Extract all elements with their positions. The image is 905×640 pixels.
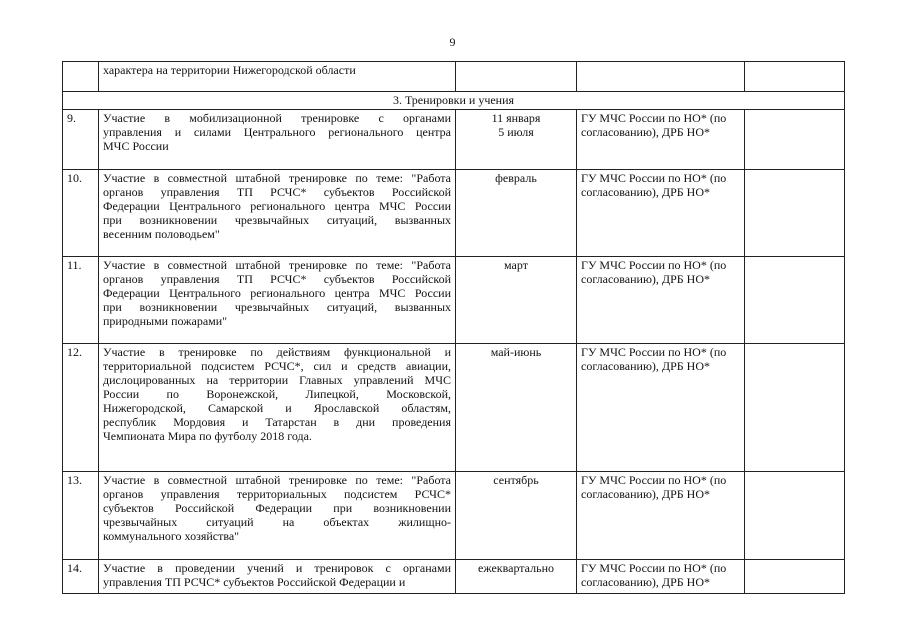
row-number: 13. <box>63 472 99 560</box>
description-line: коммунального хозяйства" <box>103 529 240 543</box>
description-line: МЧС России <box>103 139 169 153</box>
row-date <box>456 560 577 594</box>
row-responsible: ГУ МЧС России по НО* (по согласованию), ДРБ НО* <box>577 170 745 257</box>
description-line: Участие в проведении учений и тренировок с органами <box>103 561 451 575</box>
date-line: 5 июля <box>498 125 534 139</box>
description-line: Участие в совместной штабной тренировке по теме: "Работа <box>103 258 451 272</box>
description-line: России по Воронежской, Липецкой, Московской, <box>103 387 451 401</box>
row-description <box>99 110 456 170</box>
description-line: органов управления ТП РСЧС* субъектов Российской <box>103 272 451 286</box>
row-note-cell <box>745 472 845 560</box>
date-line: сентябрь <box>493 473 539 487</box>
row-description <box>99 560 456 594</box>
description-line: управления и силами Центрального регионального центра <box>103 125 451 139</box>
table-row <box>63 170 845 257</box>
row-responsible: ГУ МЧС России по НО* (по согласованию), ДРБ НО* <box>577 110 745 170</box>
row-responsible: ГУ МЧС России по НО* (по согласованию), ДРБ НО* <box>577 472 745 560</box>
row-number: 11. <box>63 257 99 344</box>
row-number-cell <box>63 62 99 92</box>
row-note-cell <box>745 344 845 472</box>
row-number: 14. <box>63 560 99 594</box>
table-row <box>63 344 845 472</box>
row-description <box>99 344 456 472</box>
row-date <box>456 110 577 170</box>
table-row <box>63 472 845 560</box>
row-responsible: ГУ МЧС России по НО* (по согласованию), ДРБ НО* <box>577 257 745 344</box>
row-date <box>456 344 577 472</box>
description-line: управления ТП РСЧС* субъектов Российской Федерации и <box>103 575 406 589</box>
description-line: при возникновении чрезвычайных ситуаций, вызванных <box>103 300 451 314</box>
description-line: природными пожарами" <box>103 314 228 328</box>
description-line: Нижегородской, Самарской и Ярославской областям, <box>103 401 451 415</box>
description-line: органов управления ТП РСЧС* субъектов Российской <box>103 185 451 199</box>
section-title: 3. Тренировки и учения <box>63 92 845 110</box>
row-note-cell <box>745 257 845 344</box>
description-line: чрезвычайных ситуаций на объектах жилищно- <box>103 515 451 529</box>
row-number: 9. <box>63 110 99 170</box>
row-note-cell <box>745 560 845 594</box>
row-note-cell <box>745 62 845 92</box>
description-line: республик Мордовия и Татарстан в дни проведения <box>103 415 451 429</box>
date-line: май-июнь <box>490 345 542 359</box>
date-line: март <box>504 258 528 272</box>
table-row <box>63 560 845 594</box>
row-date <box>456 170 577 257</box>
description-line: Чемпионата Мира по футболу 2018 года. <box>103 429 312 443</box>
description-line: дислоцированных на территории Главных управлений МЧС <box>103 373 451 387</box>
description-line: Федерации Центрального регионального центра МЧС России <box>103 199 451 213</box>
row-responsible-cell <box>577 62 745 92</box>
table-row <box>63 110 845 170</box>
row-description <box>99 472 456 560</box>
description-line: Участие в совместной штабной тренировке по теме: "Работа <box>103 473 451 487</box>
row-responsible: ГУ МЧС России по НО* (по согласованию), ДРБ НО* <box>577 560 745 594</box>
row-number: 12. <box>63 344 99 472</box>
row-description: характера на территории Нижегородской области <box>99 62 456 92</box>
description-line: территориальной подсистем РСЧС*, сил и средств авиации, <box>103 359 451 373</box>
description-line: Участие в тренировке по действиям функциональной и <box>103 345 451 359</box>
description-line: Участие в совместной штабной тренировке по теме: "Работа <box>103 171 451 185</box>
row-responsible: ГУ МЧС России по НО* (по согласованию), ДРБ НО* <box>577 344 745 472</box>
row-date <box>456 257 577 344</box>
date-line: февраль <box>495 171 537 185</box>
row-description <box>99 257 456 344</box>
row-number: 10. <box>63 170 99 257</box>
section-header-row <box>63 92 845 110</box>
page-number: 9 <box>449 35 456 49</box>
date-line: ежеквартально <box>478 561 554 575</box>
description-line: органов управления территориальных подсистем РСЧС* <box>103 487 451 501</box>
row-note-cell <box>745 170 845 257</box>
row-note-cell <box>745 110 845 170</box>
description-line: весенним половодьем" <box>103 227 220 241</box>
description-line: субъектов Российской Федерации при возникновении <box>103 501 451 515</box>
description-line: Федерации Центрального регионального центра МЧС России <box>103 286 451 300</box>
description-line: Участие в мобилизационной тренировке с органами <box>103 111 451 125</box>
description-line: при возникновении чрезвычайных ситуаций, вызванных <box>103 213 451 227</box>
date-line: 11 января <box>491 111 541 125</box>
row-date <box>456 472 577 560</box>
table-row-continued <box>63 62 845 92</box>
events-table <box>62 61 845 594</box>
row-description <box>99 170 456 257</box>
row-date-cell <box>456 62 577 92</box>
table-row <box>63 257 845 344</box>
